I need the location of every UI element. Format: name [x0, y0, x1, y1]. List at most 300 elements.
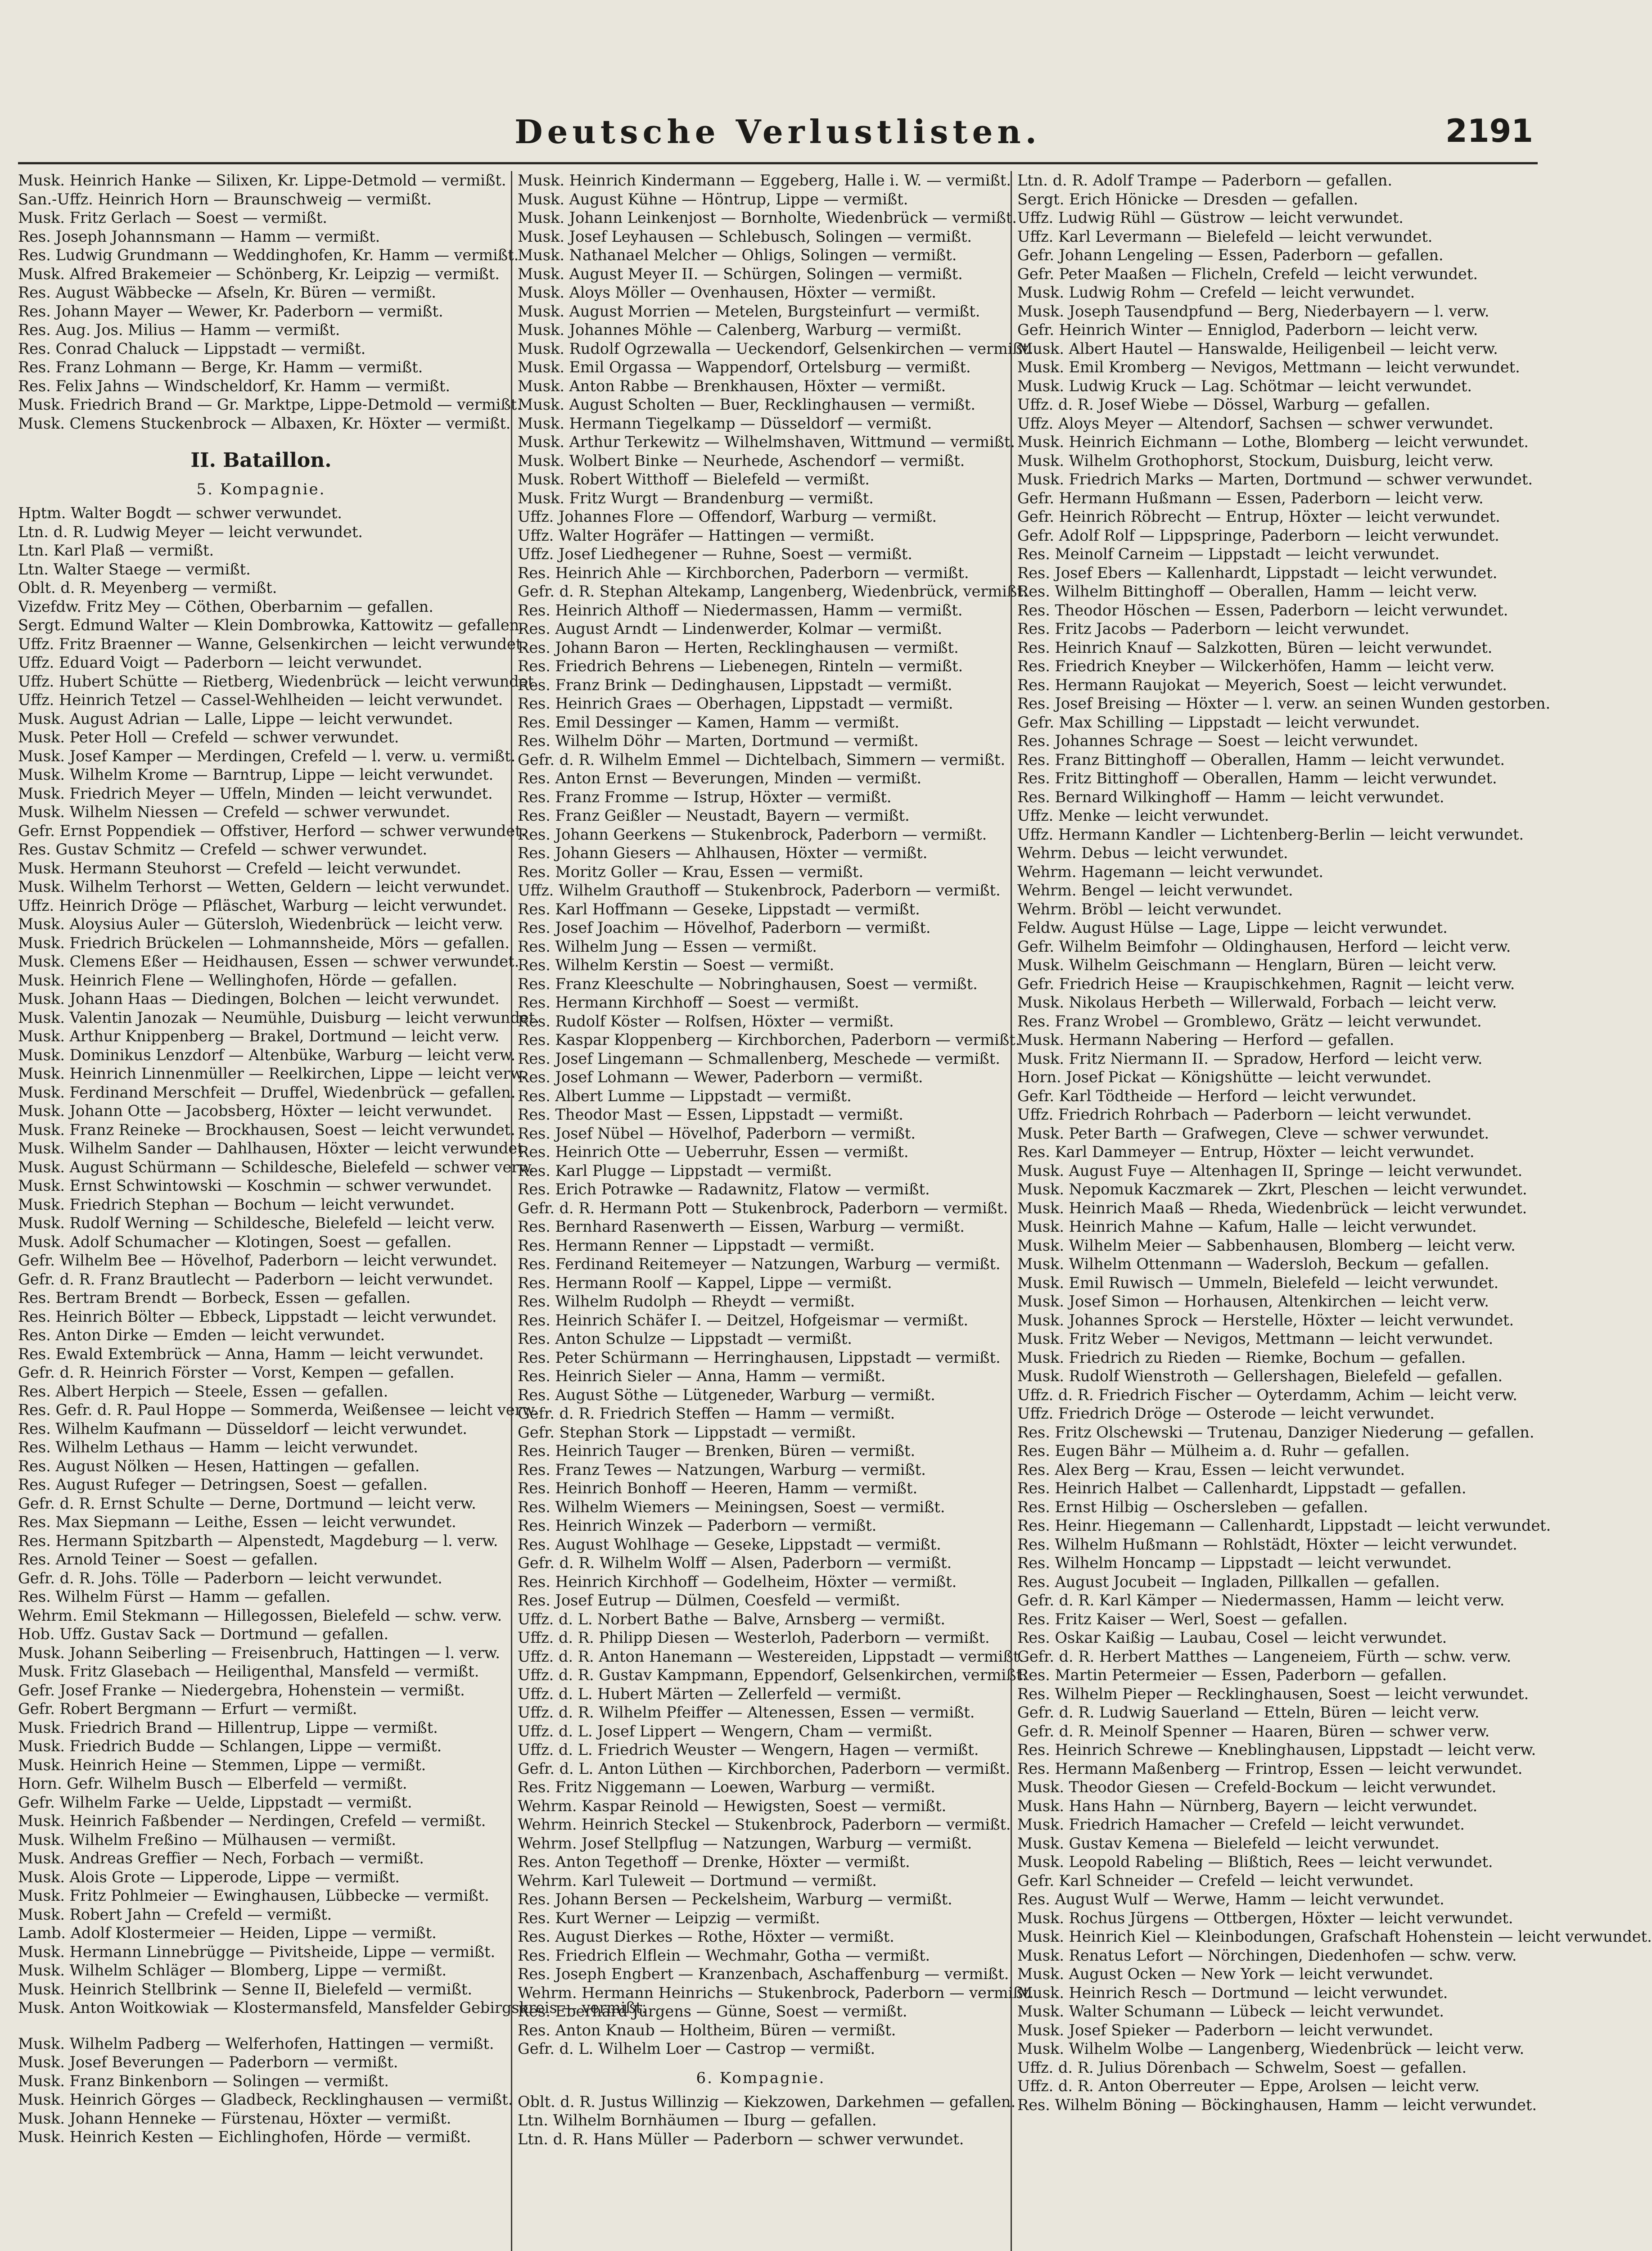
list-item: Uffz. Hermann Kandler — Lichtenberg-Berlin — leicht verwundet.	[1017, 825, 1524, 843]
list-item: Gefr. d. R. Johs. Tölle — Paderborn — leicht verwundet.	[18, 1569, 442, 1587]
list-item: Res. Josef Lohmann — Wewer, Paderborn — vermißt.	[518, 1068, 923, 1086]
list-item: Uffz. Wilhelm Grauthoff — Stukenbrock, Paderborn — vermißt.	[518, 881, 1001, 899]
list-item: Musk. Fritz Glasebach — Heiligenthal, Mansfeld — vermißt.	[18, 1663, 479, 1680]
list-item: Res. Wilhelm Pieper — Recklinghausen, Soest — leicht verwundet.	[1017, 1685, 1529, 1703]
list-item: Res. Joseph Johannsmann — Hamm — vermißt.	[18, 227, 380, 245]
list-item: Musk. Andreas Greffier — Nech, Forbach — vermißt.	[18, 1849, 424, 1867]
list-item: Res. Wilhelm Döhr — Marten, Dortmund — vermißt.	[518, 732, 919, 750]
list-item: Gefr. d. R. Herbert Matthes — Langeneiem, Fürth — schw. verw.	[1017, 1647, 1512, 1665]
list-item: Gefr. Wilhelm Beimfohr — Oldinghausen, Herford — leicht verw.	[1017, 937, 1511, 955]
list-item: Musk. Franz Binkenborn — Solingen — vermißt.	[18, 2072, 389, 2090]
list-item: Uffz. Menke — leicht verwundet.	[1017, 807, 1269, 824]
list-item: Musk. August Ocken — New York — leicht verwundet.	[1017, 1965, 1434, 1983]
spacer	[18, 2017, 504, 2034]
list-item: Musk. Wilhelm Terhorst — Wetten, Geldern — leicht verwundet.	[18, 878, 510, 895]
list-item: Musk. Heinrich Heine — Stemmen, Lippe — vermißt.	[18, 1756, 426, 1774]
list-item: Res. August Wulf — Werwe, Hamm — leicht verwundet.	[1017, 1890, 1444, 1908]
list-item: Gefr. d. R. Meinolf Spenner — Haaren, Büren — schwer verw.	[1017, 1722, 1490, 1740]
list-item: Lamb. Adolf Klostermeier — Heiden, Lippe — vermißt.	[18, 1924, 437, 1942]
list-item: Res. Wilhelm Kerstin — Soest — vermißt.	[518, 956, 835, 974]
entry-list	[18, 2034, 513, 2147]
list-item: Musk. August Scholten — Buer, Recklinghausen — vermißt.	[518, 396, 976, 413]
list-item: Res. Heinrich Sieler — Anna, Hamm — vermißt.	[518, 1367, 886, 1385]
list-item: Ltn. Wilhelm Bornhäumen — Iburg — gefallen.	[518, 2111, 877, 2129]
list-item: Res. Wilhelm Hußmann — Rohlstädt, Höxter — leicht verwundet.	[1017, 1535, 1517, 1553]
list-item: Res. Josef Breising — Höxter — l. verw. an seinen Wunden gestorben.	[1017, 695, 1551, 712]
list-item: Musk. Johann Leinkenjost — Bornholte, Wiedenbrück — vermißt.	[518, 209, 1017, 226]
list-item: Res. Theodor Höschen — Essen, Paderborn — leicht verwundet.	[1017, 601, 1508, 619]
list-item: Musk. Heinrich Faßbender — Nerdingen, Crefeld — vermißt.	[18, 1812, 486, 1830]
list-item: Gefr. Peter Maaßen — Flicheln, Crefeld — leicht verwundet.	[1017, 265, 1478, 283]
list-item: Musk. Johann Otte — Jacobsberg, Höxter — leicht verwundet.	[18, 1102, 492, 1120]
list-item: Res. Hermann Renner — Lippstadt — vermißt.	[518, 1236, 875, 1254]
list-item: Gefr. Wilhelm Farke — Uelde, Lippstadt — vermißt.	[18, 1793, 412, 1811]
list-item: Musk. Anton Woitkowiak — Klostermansfeld, Mansfelder Gebirgskreis — vermißt.	[18, 1999, 647, 2016]
entry-list	[518, 2093, 1016, 2149]
list-item: Musk. Fritz Pohlmeier — Ewinghausen, Lübbecke — vermißt.	[18, 1887, 489, 1904]
list-item: Musk. Arthur Terkewitz — Wilhelmshaven, Wittmund — vermißt.	[518, 433, 1016, 451]
list-item: Uffz. d. L. Norbert Bathe — Balve, Arnsberg — vermißt.	[518, 1610, 945, 1628]
list-item: Uffz. d. R. Julius Dörenbach — Schwelm, Soest — gefallen.	[1017, 2058, 1467, 2076]
list-item: Res. Fritz Kaiser — Werl, Soest — gefallen.	[1017, 1610, 1348, 1628]
list-item: Uffz. d. R. Wilhelm Pfeiffer — Altenessen, Essen — vermißt.	[518, 1704, 975, 1721]
list-item: Musk. Clemens Stuckenbrock — Albaxen, Kr. Höxter — vermißt.	[18, 414, 511, 432]
list-item: Hptm. Walter Bogdt — schwer verwundet.	[18, 504, 342, 522]
list-item: Res. Wilhelm Kaufmann — Düsseldorf — leicht verwundet.	[18, 1419, 467, 1437]
list-item: Res. Fritz Niggemann — Loewen, Warburg — vermißt.	[518, 1778, 935, 1796]
list-item: Musk. Robert Jahn — Crefeld — vermißt.	[18, 1905, 332, 1923]
list-item: Res. Arnold Teiner — Soest — gefallen.	[18, 1550, 318, 1568]
list-item: Gefr. Friedrich Heise — Kraupischkehmen, Ragnit — leicht verw.	[1017, 975, 1515, 993]
list-item: Musk. Friedrich Brand — Hillentrup, Lippe — vermißt.	[18, 1718, 438, 1736]
list-item: Res. Franz Lohmann — Berge, Kr. Hamm — vermißt.	[18, 358, 423, 376]
list-item: Res. Erich Potrawke — Radawnitz, Flatow — vermißt.	[518, 1180, 930, 1198]
list-item: Musk. Friedrich Brand — Gr. Marktpe, Lippe-Detmold — vermißt.	[18, 396, 522, 413]
list-item: Res. Heinrich Bonhoff — Heeren, Hamm — vermißt.	[518, 1479, 918, 1497]
list-item: Musk. Emil Ruwisch — Ummeln, Bielefeld — leicht verwundet.	[1017, 1274, 1499, 1292]
list-item: Res. Heinrich Ahle — Kirchborchen, Paderborn — vermißt.	[518, 564, 969, 582]
list-item: Wehrm. Emil Stekmann — Hillegossen, Bielefeld — schw. verw.	[18, 1606, 502, 1624]
list-item: Res. Wilhelm Honcamp — Lippstadt — leicht verwundet.	[1017, 1554, 1452, 1572]
list-item: Gefr. d. R. Ludwig Sauerland — Etteln, Büren — leicht verw.	[1017, 1704, 1480, 1721]
company-heading: 6. Kompagnie.	[696, 2069, 826, 2087]
list-item: Musk. Ludwig Kruck — Lag. Schötmar — leicht verwundet.	[1017, 377, 1472, 395]
column-2	[518, 171, 1034, 2251]
list-item: Res. Franz Tewes — Natzungen, Warburg — vermißt.	[518, 1460, 926, 1478]
list-item: Res. Wilhelm Böning — Böckinghausen, Hamm — leicht verwundet.	[1017, 2096, 1537, 2114]
list-item: Gefr. Karl Schneider — Crefeld — leicht verwundet.	[1017, 1871, 1414, 1889]
list-item: Gefr. Ernst Poppendiek — Offstiver, Herford — schwer verwundet.	[18, 822, 526, 840]
list-item: Musk. Gustav Kemena — Bielefeld — leicht verwundet.	[1017, 1834, 1440, 1852]
list-item: Musk. Wilhelm Meier — Sabbenhausen, Blomberg — leicht verw.	[1017, 1236, 1516, 1254]
list-item: Musk. Leopold Rabeling — Blißtich, Rees — leicht verwundet.	[1017, 1853, 1493, 1871]
list-item: Res. August Jocubeit — Ingladen, Pillkallen — gefallen.	[1017, 1573, 1440, 1591]
list-item: Musk. Hans Hahn — Nürnberg, Bayern — leicht verwundet.	[1017, 1797, 1478, 1815]
list-item: Gefr. d. R. Hermann Pott — Stukenbrock, Paderborn — vermißt.	[518, 1199, 1008, 1217]
list-item: Musk. Josef Kamper — Merdingen, Crefeld — l. verw. u. vermißt.	[18, 747, 516, 765]
list-item: Res. Anton Ernst — Beverungen, Minden — vermißt.	[518, 769, 922, 787]
list-item: Res. Fritz Bittinghoff — Oberallen, Hamm — leicht verwundet.	[1017, 769, 1497, 787]
list-item: Uffz. d. R. Anton Oberreuter — Eppe, Arolsen — leicht verw.	[1017, 2077, 1480, 2095]
list-item: Gefr. Stephan Stork — Lippstadt — vermißt.	[518, 1423, 856, 1441]
list-item: Uffz. Fritz Braenner — Wanne, Gelsenkirchen — leicht verwundet.	[18, 635, 527, 653]
list-item: Musk. Theodor Giesen — Crefeld-Bockum — leicht verwundet.	[1017, 1778, 1497, 1796]
list-item: Musk. Heinrich Hanke — Silixen, Kr. Lippe-Detmold — vermißt.	[18, 172, 506, 189]
list-item: Musk. Rudolf Werning — Schildesche, Bielefeld — leicht verw.	[18, 1214, 495, 1232]
list-item: Res. Johannes Schrage — Soest — leicht verwundet.	[1017, 732, 1418, 750]
list-item: Res. Franz Wrobel — Gromblewo, Grätz — leicht verwundet.	[1017, 1012, 1482, 1030]
list-item: Musk. Rudolf Ogrzewalla — Ueckendorf, Gelsenkirchen — vermißt.	[518, 339, 1034, 357]
list-item: Res. August Söthe — Lütgeneder, Warburg — vermißt.	[518, 1386, 935, 1404]
list-item: Gefr. d. R. Ernst Schulte — Derne, Dortmund — leicht verw.	[18, 1494, 476, 1512]
list-item: Musk. Alois Grote — Lipperode, Lippe — vermißt.	[18, 1868, 400, 1886]
list-item: Uffz. d. R. Gustav Kampmann, Eppendorf, Gelsenkirchen, vermißt.	[518, 1666, 1027, 1684]
list-item: Musk. August Schürmann — Schildesche, Bielefeld — schwer verw.	[18, 1158, 535, 1176]
list-item: Res. Eugen Bähr — Mülheim a. d. Ruhr — gefallen.	[1017, 1442, 1410, 1460]
list-item: Musk. Heinrich Görges — Gladbeck, Recklinghausen — vermißt.	[18, 2091, 513, 2108]
list-item: Res. Kurt Werner — Leipzig — vermißt.	[518, 1909, 820, 1927]
list-item: Res. Josef Joachim — Hövelhof, Paderborn — vermißt.	[518, 919, 931, 936]
list-item: Musk. Dominikus Lenzdorf — Altenbüke, Warburg — leicht verw.	[18, 1046, 516, 1064]
page-header	[18, 113, 1538, 164]
list-item: Musk. Anton Rabbe — Brenkhausen, Höxter — vermißt.	[518, 377, 946, 395]
list-item: Musk. Rochus Jürgens — Ottbergen, Höxter — leicht verwundet.	[1017, 1909, 1513, 1927]
list-item: Res. Franz Geißler — Neustadt, Bayern — vermißt.	[518, 807, 910, 824]
list-item: Gefr. Heinrich Winter — Enniglod, Paderborn — leicht verw.	[1017, 321, 1478, 339]
list-item: Res. August Arndt — Lindenwerder, Kolmar — vermißt.	[518, 620, 943, 637]
list-item: Vizefdw. Fritz Mey — Cöthen, Oberbarnim — gefallen.	[18, 597, 433, 615]
list-item: Res. Heinrich Kirchhoff — Godelheim, Höxter — vermißt.	[518, 1573, 957, 1591]
list-item: Musk. Renatus Lefort — Nörchingen, Diedenhofen — schw. verw.	[1017, 1946, 1517, 1964]
list-item: Res. August Nölken — Hesen, Hattingen — gefallen.	[18, 1457, 420, 1475]
list-item: Uffz. Karl Levermann — Bielefeld — leicht verwundet.	[1017, 227, 1433, 245]
list-item: Wehrm. Debus — leicht verwundet.	[1017, 844, 1288, 862]
list-item: Wehrm. Heinrich Steckel — Stukenbrock, Paderborn — vermißt.	[518, 1816, 1011, 1833]
list-item: Wehrm. Josef Stellpflug — Natzungen, Warburg — vermißt.	[518, 1834, 972, 1852]
list-item: Res. Bernard Wilkinghoff — Hamm — leicht verwundet.	[1017, 788, 1444, 806]
list-item: Uffz. d. R. Friedrich Fischer — Oyterdamm, Achim — leicht verw.	[1017, 1386, 1517, 1404]
list-item: Res. Johann Baron — Herten, Recklinghausen — vermißt.	[518, 638, 959, 656]
list-item: Res. Fritz Jacobs — Paderborn — leicht verwundet.	[1017, 620, 1409, 637]
list-item: Musk. August Morrien — Metelen, Burgsteinfurt — vermißt.	[518, 302, 980, 320]
list-item: Musk. Friedrich Budde — Schlangen, Lippe — vermißt.	[18, 1737, 442, 1755]
list-item: Gefr. Heinrich Röbrecht — Entrup, Höxter — leicht verwundet.	[1017, 508, 1500, 525]
list-item: Musk. Hermann Nabering — Herford — gefallen.	[1017, 1031, 1395, 1049]
list-item: Gefr. Josef Franke — Niedergebra, Hohenstein — vermißt.	[18, 1681, 465, 1699]
columns	[18, 171, 1652, 2251]
list-item: Gefr. Adolf Rolf — Lippspringe, Paderborn — leicht verwundet.	[1017, 526, 1499, 544]
list-item: Uffz. d. R. Josef Wiebe — Dössel, Warburg — gefallen.	[1017, 396, 1431, 413]
list-item: Res. Albert Herpich — Steele, Essen — gefallen.	[18, 1382, 388, 1400]
list-item: Musk. Johannes Möhle — Calenberg, Warburg — vermißt.	[518, 321, 962, 339]
list-item: Gefr. d. R. Franz Brautlecht — Paderborn — leicht verwundet.	[18, 1270, 493, 1288]
page-number: 2191	[1445, 113, 1533, 149]
list-item: Musk. Aloys Möller — Ovenhausen, Höxter — vermißt.	[518, 284, 936, 301]
list-item: Musk. Emil Kromberg — Nevigos, Mettmann — leicht verwundet.	[1017, 358, 1520, 376]
list-item: Uffz. Eduard Voigt — Paderborn — leicht verwundet.	[18, 654, 423, 671]
list-item: Musk. Aloysius Auler — Gütersloh, Wiedenbrück — leicht verw.	[18, 915, 503, 933]
list-item: Res. August Rufeger — Detringsen, Soest — gefallen.	[18, 1476, 428, 1493]
list-item: Gefr. Johann Lengeling — Essen, Paderborn — gefallen.	[1017, 246, 1444, 264]
list-item: Res. Franz Bittinghoff — Oberallen, Hamm — leicht verwundet.	[1017, 750, 1505, 768]
list-item: Res. Wilhelm Bittinghoff — Oberallen, Hamm — leicht verw.	[1017, 583, 1477, 600]
list-item: Gefr. d. R. Stephan Altekamp, Langenberg, Wiedenbrück, vermißt.	[518, 583, 1028, 600]
list-item: Musk. Hermann Linnebrügge — Pivitsheide, Lippe — vermißt.	[18, 1943, 496, 1961]
list-item: Res. Gustav Schmitz — Crefeld — schwer verwundet.	[18, 841, 428, 858]
list-item: Ltn. d. R. Adolf Trampe — Paderborn — gefallen.	[1017, 172, 1392, 189]
list-item: Musk. Heinrich Kesten — Eichlinghofen, Hörde — vermißt.	[18, 2128, 471, 2146]
column-divider	[1011, 171, 1012, 2251]
list-item: Res. Franz Kleeschulte — Nobringhausen, Soest — vermißt.	[518, 975, 978, 993]
list-item: Res. Bernhard Rasenwerth — Eissen, Warburg — vermißt.	[518, 1218, 965, 1235]
list-item: Res. Hermann Maßenberg — Frintrop, Essen — leicht verwundet.	[1017, 1759, 1523, 1777]
list-item: Musk. Franz Reineke — Brockhausen, Soest — leicht verwundet.	[18, 1121, 515, 1139]
list-item: Musk. Fritz Gerlach — Soest — vermißt.	[18, 209, 327, 226]
list-item: Res. Joseph Engbert — Kranzenbach, Aschaffenburg — vermißt.	[518, 1965, 1009, 1983]
list-item: Musk. Valentin Janozak — Neumühle, Duisburg — leicht verwundet.	[18, 1008, 540, 1026]
list-item: Res. Wilhelm Rudolph — Rheydt — vermißt.	[518, 1293, 855, 1310]
list-item: Res. Ferdinand Reitemeyer — Natzungen, Warburg — vermißt.	[518, 1255, 1001, 1273]
list-item: Gefr. d. R. Heinrich Förster — Vorst, Kempen — gefallen.	[18, 1364, 455, 1381]
list-item: Musk. Walter Schumann — Lübeck — leicht verwundet.	[1017, 2002, 1444, 2020]
list-item: Uffz. Hubert Schütte — Rietberg, Wiedenbrück — leicht verwundet.	[18, 672, 539, 690]
list-item: Gefr. d. R. Wilhelm Emmel — Dichtelbach, Simmern — vermißt.	[518, 750, 1006, 768]
list-item: Res. Heinrich Otte — Ueberruhr, Essen — vermißt.	[518, 1143, 909, 1161]
list-item: Res. Johann Giesers — Ahlhausen, Höxter — vermißt.	[518, 844, 928, 862]
list-item: Musk. Josef Leyhausen — Schlebusch, Solingen — vermißt.	[518, 227, 972, 245]
list-item: Musk. Joseph Tausendpfund — Berg, Niederbayern — l. verw.	[1017, 302, 1490, 320]
list-item: Res. Friedrich Behrens — Liebenegen, Rinteln — vermißt.	[518, 657, 963, 675]
list-item: Res. Ludwig Grundmann — Weddinghofen, Kr. Hamm — vermißt.	[18, 246, 519, 264]
list-item: Musk. Wilhelm Grothophorst, Stockum, Duisburg, leicht verw.	[1017, 452, 1494, 470]
list-item: Res. Hermann Raujokat — Meyerich, Soest — leicht verwundet.	[1017, 676, 1508, 694]
list-item: Res. Hermann Roolf — Kappel, Lippe — vermißt.	[518, 1274, 892, 1292]
list-item: Musk. Wolbert Binke — Neurhede, Aschendorf — vermißt.	[518, 452, 965, 470]
list-item: Res. Oskar Kaißig — Laubau, Cosel — leicht verwundet.	[1017, 1629, 1447, 1646]
list-item: Musk. August Kühne — Höntrup, Lippe — vermißt.	[518, 190, 908, 208]
list-item: Res. Heinrich Graes — Oberhagen, Lippstadt — vermißt.	[518, 695, 953, 712]
list-item: Res. Karl Plugge — Lippstadt — vermißt.	[518, 1162, 832, 1180]
list-item: Res. Ernst Hilbig — Oschersleben — gefallen.	[1017, 1498, 1368, 1516]
list-item: Res. Heinrich Tauger — Brenken, Büren — vermißt.	[518, 1442, 916, 1460]
list-item: Gefr. Robert Bergmann — Erfurt — vermißt.	[18, 1700, 357, 1718]
list-item: Res. Anton Dirke — Emden — leicht verwundet.	[18, 1326, 385, 1344]
list-item: Musk. Heinrich Kiel — Kleinbodungen, Grafschaft Hohenstein — leicht verwundet.	[1017, 1928, 1652, 1945]
list-item: Uffz. d. R. Philipp Diesen — Westerloh, Paderborn — vermißt.	[518, 1629, 990, 1646]
list-item: Horn. Gefr. Wilhelm Busch — Elberfeld — vermißt.	[18, 1775, 407, 1792]
list-item: Res. Kaspar Kloppenberg — Kirchborchen, Paderborn — vermißt.	[518, 1031, 1020, 1049]
list-item: Musk. Heinrich Maaß — Rheda, Wiedenbrück — leicht verwundet.	[1017, 1199, 1527, 1217]
list-item: Musk. Johann Seiberling — Freisenbruch, Hattingen — l. verw.	[18, 1644, 500, 1662]
list-item: Oblt. d. R. Justus Willinzig — Kiekzowen, Darkehmen — gefallen.	[518, 2093, 1016, 2111]
list-item: Res. Josef Eutrup — Dülmen, Coesfeld — vermißt.	[518, 1591, 900, 1609]
list-item: Uffz. d. L. Friedrich Weuster — Wengern, Hagen — vermißt.	[518, 1741, 979, 1758]
entry-list	[18, 504, 647, 2017]
list-item: Wehrm. Karl Tuleweit — Dortmund — vermißt.	[518, 1871, 877, 1889]
list-item: Musk. Nikolaus Herbeth — Willerwald, Forbach — leicht verw.	[1017, 994, 1497, 1011]
list-item: Res. Alex Berg — Krau, Essen — leicht verwundet.	[1017, 1460, 1405, 1478]
list-item: Uffz. Heinrich Dröge — Pfläschet, Warburg — leicht verwundet.	[18, 896, 507, 914]
list-item: Res. Hermann Kirchhoff — Soest — vermißt.	[518, 994, 859, 1011]
list-item: Musk. Fritz Wurgt — Brandenburg — vermißt.	[518, 489, 874, 507]
list-item: Musk. Ludwig Rohm — Crefeld — leicht verwundet.	[1017, 284, 1415, 301]
list-item: Musk. Wilhelm Padberg — Welferhofen, Hattingen — vermißt.	[18, 2034, 494, 2052]
list-item: Wehrm. Hermann Heinrichs — Stukenbrock, Paderborn — vermißt.	[518, 1984, 1034, 2002]
list-item: Musk. Johann Henneke — Fürstenau, Höxter — vermißt.	[18, 2109, 451, 2127]
list-item: Musk. Heinrich Stellbrink — Senne II, Bielefeld — vermißt.	[18, 1980, 472, 1998]
list-item: Res. Josef Nübel — Hövelhof, Paderborn — vermißt.	[518, 1124, 916, 1142]
list-item: Musk. Hermann Steuhorst — Crefeld — leicht verwundet.	[18, 859, 461, 877]
list-item: Res. Heinrich Schäfer I. — Deitzel, Hofgeismar — vermißt.	[518, 1311, 968, 1329]
list-item: Musk. Josef Simon — Horhausen, Altenkirchen — leicht verw.	[1017, 1293, 1489, 1310]
list-item: Wehrm. Bengel — leicht verwundet.	[1017, 881, 1293, 899]
list-item: Res. Albert Lumme — Lippstadt — vermißt.	[518, 1087, 852, 1105]
list-item: Musk. Heinrich Eichmann — Lothe, Blomberg — leicht verwundet.	[1017, 433, 1529, 451]
list-item: Res. Franz Brink — Dedinghausen, Lippstadt — vermißt.	[518, 676, 952, 694]
list-item: Ltn. Karl Plaß — vermißt.	[18, 542, 214, 559]
list-item: Musk. Wilhelm Schläger — Blomberg, Lippe — vermißt.	[18, 1962, 447, 1979]
list-item: Res. Fritz Olschewski — Trutenau, Danziger Niederung — gefallen.	[1017, 1423, 1535, 1441]
list-item: Res. Heinrich Winzek — Paderborn — vermißt.	[518, 1517, 877, 1534]
list-item: Musk. Nathanael Melcher — Ohligs, Solingen — vermißt.	[518, 246, 957, 264]
list-item: Res. Heinr. Hiegemann — Callenhardt, Lippstadt — leicht verwundet.	[1017, 1517, 1551, 1534]
list-item: Res. Heinrich Althoff — Niedermassen, Hamm — vermißt.	[518, 601, 963, 619]
list-item: Res. Johann Mayer — Wewer, Kr. Paderborn — vermißt.	[18, 302, 443, 320]
list-item: Res. Rudolf Köster — Rolfsen, Höxter — vermißt.	[518, 1012, 894, 1030]
list-item: Musk. Johann Haas — Diedingen, Bolchen — leicht verwundet.	[18, 990, 500, 1008]
list-item: Res. Friedrich Elflein — Wechmahr, Gotha — vermißt.	[518, 1946, 930, 1964]
entry-list	[1017, 171, 1652, 2114]
list-item: Musk. Friedrich Meyer — Uffeln, Minden — leicht verwundet.	[18, 784, 493, 802]
list-item: Res. Anton Knaub — Holtheim, Büren — vermißt.	[518, 2021, 896, 2039]
list-item: Uffz. Aloys Meyer — Altendorf, Sachsen — schwer verwundet.	[1017, 414, 1494, 432]
list-item: Musk. Wilhelm Sander — Dahlhausen, Höxter — leicht verwundet.	[18, 1139, 528, 1157]
list-item: Ltn. d. R. Hans Müller — Paderborn — schwer verwundet.	[518, 2130, 964, 2148]
list-item: Res. Eberhard Jürgens — Günne, Soest — vermißt.	[518, 2002, 907, 2020]
list-item: Wehrm. Hagemann — leicht verwundet.	[1017, 863, 1323, 881]
list-item: Musk. August Meyer II. — Schürgen, Solingen — vermißt.	[518, 265, 963, 283]
list-item: Res. Heinrich Schrewe — Kneblinghausen, Lippstadt — leicht verw.	[1017, 1741, 1536, 1758]
list-item: Res. Johann Bersen — Peckelsheim, Warburg — vermißt.	[518, 1890, 952, 1908]
list-item: Res. Karl Dammeyer — Entrup, Höxter — leicht verwundet.	[1017, 1143, 1475, 1161]
list-item: Uffz. d. R. Anton Hanemann — Westereiden, Lippstadt — vermißt.	[518, 1647, 1024, 1665]
list-item: Res. Max Siepmann — Leithe, Essen — leicht verwundet.	[18, 1513, 456, 1531]
list-item: Musk. Clemens Eßer — Heidhausen, Essen — schwer verwundet.	[18, 953, 519, 970]
list-item: Res. Martin Petermeier — Essen, Paderborn — gefallen.	[1017, 1666, 1447, 1684]
list-item: Wehrm. Bröbl — leicht verwundet.	[1017, 900, 1282, 918]
list-item: Res. Franz Fromme — Istrup, Höxter — vermißt.	[518, 788, 892, 806]
list-item: Res. Wilhelm Lethaus — Hamm — leicht verwundet.	[18, 1438, 419, 1456]
list-item: Res. Anton Schulze — Lippstadt — vermißt.	[518, 1330, 852, 1347]
list-item: Gefr. d. R. Friedrich Steffen — Hamm — vermißt.	[518, 1405, 895, 1422]
list-item: Uffz. Friedrich Rohrbach — Paderborn — leicht verwundet.	[1017, 1106, 1472, 1123]
list-item: Res. Meinolf Carneim — Lippstadt — leicht verwundet.	[1017, 545, 1440, 563]
list-item: Musk. Friedrich Hamacher — Crefeld — leicht verwundet.	[1017, 1816, 1465, 1833]
list-item: Uffz. Heinrich Tetzel — Cassel-Wehlheiden — leicht verwundet.	[18, 691, 503, 709]
list-item: Musk. Josef Spieker — Paderborn — leicht verwundet.	[1017, 2021, 1434, 2039]
entry-list	[518, 171, 1034, 2058]
list-item: Musk. Wilhelm Wolbe — Langenberg, Wiedenbrück — leicht verw.	[1017, 2040, 1525, 2057]
list-item: Musk. Peter Holl — Crefeld — schwer verwundet.	[18, 728, 399, 746]
list-item: Musk. Heinrich Kindermann — Eggeberg, Halle i. W. — vermißt.	[518, 172, 1011, 189]
list-item: Res. Josef Ebers — Kallenhardt, Lippstadt — leicht verwundet.	[1017, 564, 1498, 582]
column-divider	[511, 171, 512, 2251]
list-item: Gefr. d. L. Anton Lüthen — Kirchborchen, Paderborn — vermißt.	[518, 1759, 1011, 1777]
company-heading: 5. Kompagnie.	[196, 480, 326, 498]
page-title: Deutsche Verlustlisten.	[515, 113, 1041, 151]
list-item: San.-Uffz. Heinrich Horn — Braunschweig — vermißt.	[18, 190, 432, 208]
list-item: Res. Heinrich Bölter — Ebbeck, Lippstadt — leicht verwundet.	[18, 1307, 497, 1325]
list-item: Musk. Fritz Niermann II. — Spradow, Herford — leicht verw.	[1017, 1049, 1483, 1067]
list-item: Musk. Heinrich Mahne — Kafum, Halle — leicht verwundet.	[1017, 1218, 1477, 1235]
list-item: Res. Wilhelm Jung — Essen — vermißt.	[518, 937, 817, 955]
list-item: Feldw. August Hülse — Lage, Lippe — leicht verwundet.	[1017, 919, 1448, 936]
list-item: Musk. Friedrich Marks — Marten, Dortmund — schwer verwundet.	[1017, 470, 1533, 488]
list-item: Gefr. d. R. Wilhelm Wolff — Alsen, Paderborn — vermißt.	[518, 1554, 952, 1572]
list-item: Uffz. Walter Hogräfer — Hattingen — vermißt.	[518, 526, 875, 544]
list-item: Wehrm. Kaspar Reinold — Hewigsten, Soest — vermißt.	[518, 1797, 947, 1815]
list-item: Res. Heinrich Knauf — Salzkotten, Büren — leicht verwundet.	[1017, 638, 1493, 656]
column-3	[1017, 171, 1652, 2251]
list-item: Res. Hermann Spitzbarth — Alpenstedt, Magdeburg — l. verw.	[18, 1532, 498, 1550]
list-item: Musk. Johannes Sprock — Herstelle, Höxter — leicht verwundet.	[1017, 1311, 1514, 1329]
list-item: Uffz. Josef Liedhegener — Ruhne, Soest — vermißt.	[518, 545, 912, 563]
list-item: Musk. Wilhelm Krome — Barntrup, Lippe — leicht verwundet.	[18, 766, 494, 783]
list-item: Sergt. Edmund Walter — Klein Dombrowka, Kattowitz — gefallen.	[18, 616, 524, 634]
list-item: Musk. Peter Barth — Grafwegen, Cleve — schwer verwundet.	[1017, 1124, 1490, 1142]
list-item: Musk. Alfred Brakemeier — Schönberg, Kr. Leipzig — vermißt.	[18, 265, 500, 283]
list-item: Musk. Emil Orgassa — Wappendorf, Ortelsburg — vermißt.	[518, 358, 971, 376]
list-item: Musk. Friedrich zu Rieden — Riemke, Bochum — gefallen.	[1017, 1348, 1466, 1366]
list-item: Musk. Ernst Schwintowski — Koschmin — schwer verwundet.	[18, 1177, 492, 1194]
list-item: Musk. Heinrich Flene — Wellinghofen, Hörde — gefallen.	[18, 971, 457, 989]
list-item: Res. Peter Schürmann — Herringhausen, Lippstadt — vermißt.	[518, 1348, 1001, 1366]
list-item: Gefr. Karl Tödtheide — Herford — leicht verwundet.	[1017, 1087, 1417, 1105]
list-item: Musk. Wilhelm Geischmann — Henglarn, Büren — leicht verw.	[1017, 956, 1497, 974]
list-item: Res. Ewald Extembrück — Anna, Hamm — leicht verwundet.	[18, 1345, 484, 1363]
list-item: Res. August Wäbbecke — Afseln, Kr. Büren — vermißt.	[18, 284, 436, 301]
list-item: Uffz. Friedrich Dröge — Osterode — leicht verwundet.	[1017, 1405, 1435, 1422]
list-item: Gefr. Hermann Hußmann — Essen, Paderborn — leicht verw.	[1017, 489, 1484, 507]
list-item: Gefr. Max Schilling — Lippstadt — leicht verwundet.	[1017, 713, 1420, 731]
list-item: Musk. August Adrian — Lalle, Lippe — leicht verwundet.	[18, 710, 453, 728]
battalion-heading: II. Bataillon.	[190, 449, 332, 472]
list-item: Musk. August Fuye — Altenhagen II, Springe — leicht verwundet.	[1017, 1162, 1523, 1180]
list-item: Musk. Wilhelm Ottenmann — Wadersloh, Beckum — gefallen.	[1017, 1255, 1490, 1273]
list-item: Musk. Wilhelm Niessen — Crefeld — schwer verwundet.	[18, 803, 451, 821]
list-item: Horn. Josef Pickat — Königshütte — leicht verwundet.	[1017, 1068, 1432, 1086]
list-item: Uffz. Ludwig Rühl — Güstrow — leicht verwundet.	[1017, 209, 1404, 226]
list-item: Res. Emil Dessinger — Kamen, Hamm — vermißt.	[518, 713, 899, 731]
list-item: Res. Anton Tegethoff — Drenke, Höxter — vermißt.	[518, 1853, 910, 1871]
list-item: Musk. Ferdinand Merschfeit — Druffel, Wiedenbrück — gefallen.	[18, 1083, 516, 1101]
list-item: Uffz. Johannes Flore — Offendorf, Warburg — vermißt.	[518, 508, 937, 525]
list-item: Res. Heinrich Halbet — Callenhardt, Lippstadt — gefallen.	[1017, 1479, 1467, 1497]
list-item: Res. August Dierkes — Rothe, Höxter — vermißt.	[518, 1928, 894, 1945]
list-item: Musk. Heinrich Resch — Dortmund — leicht verwundet.	[1017, 1984, 1448, 2002]
list-item: Res. Gefr. d. R. Paul Hoppe — Sommerda, Weißensee — leicht verw.	[18, 1401, 538, 1419]
list-item: Res. Felix Jahns — Windscheldorf, Kr. Hamm — vermißt.	[18, 377, 450, 395]
list-item: Res. Johann Geerkens — Stukenbrock, Paderborn — vermißt.	[518, 825, 987, 843]
list-item: Gefr. d. R. Karl Kämper — Niedermassen, Hamm — leicht verw.	[1017, 1591, 1505, 1609]
list-item: Res. Theodor Mast — Essen, Lippstadt — vermißt.	[518, 1106, 903, 1123]
list-item: Oblt. d. R. Meyenberg — vermißt.	[18, 579, 277, 597]
list-item: Res. Wilhelm Wiemers — Meiningsen, Soest — vermißt.	[518, 1498, 945, 1516]
list-item: Res. Karl Hoffmann — Geseke, Lippstadt — vermißt.	[518, 900, 920, 918]
list-item: Musk. Heinrich Linnenmüller — Reelkirchen, Lippe — leicht verw.	[18, 1065, 526, 1082]
list-item: Res. August Wohlhage — Geseke, Lippstadt — vermißt.	[518, 1535, 941, 1553]
list-item: Musk. Adolf Schumacher — Klotingen, Soest — gefallen.	[18, 1233, 452, 1251]
